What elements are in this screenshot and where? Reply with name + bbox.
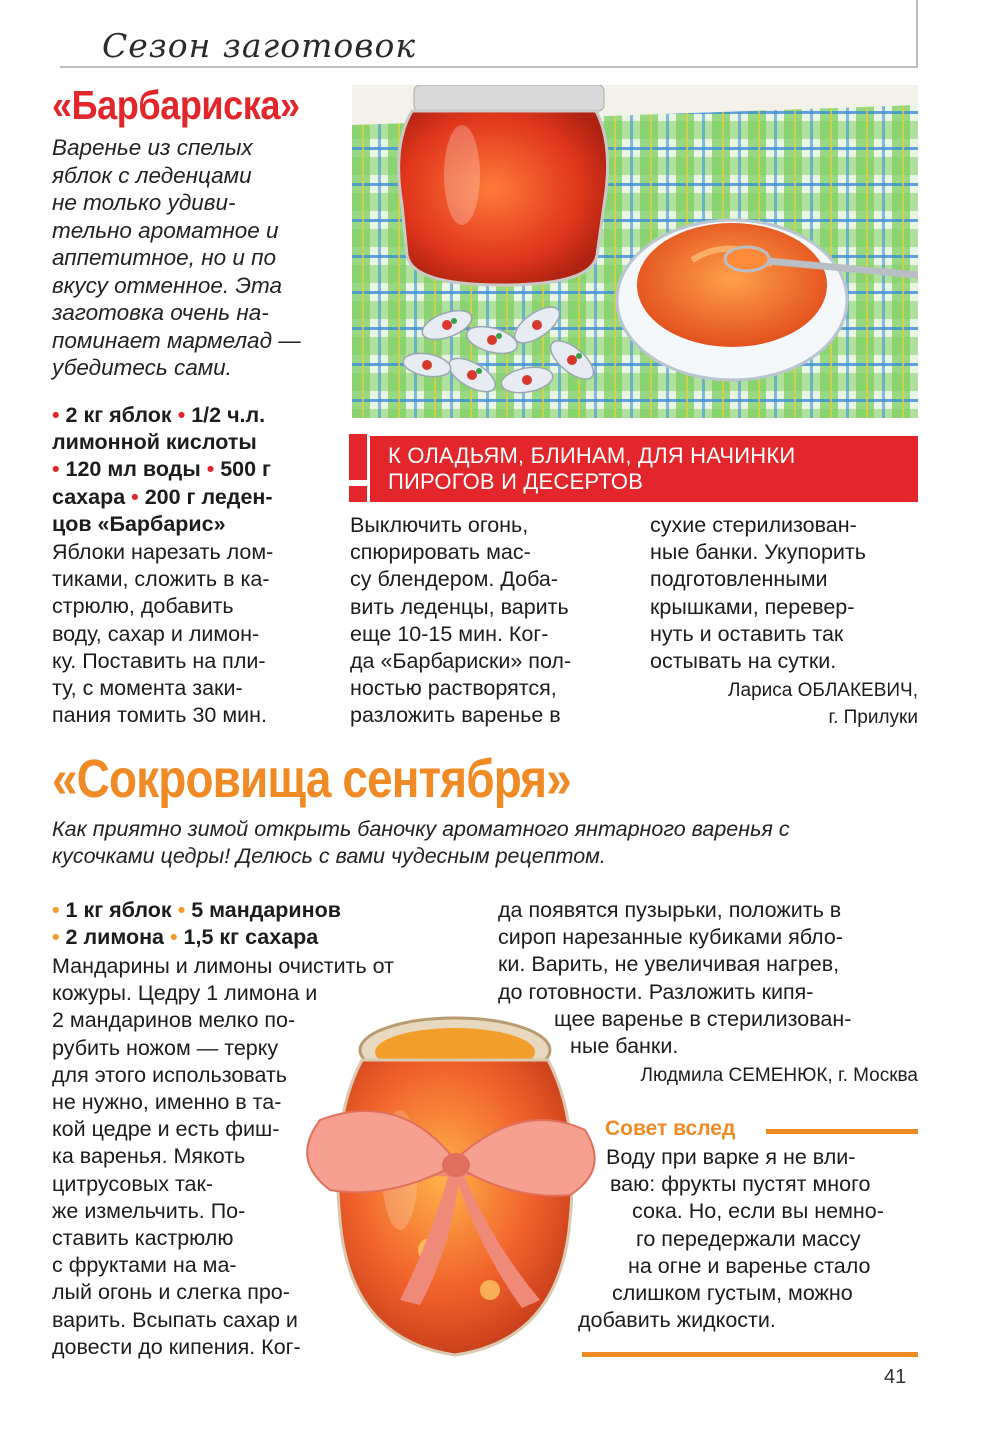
bullet-icon: • xyxy=(177,403,192,427)
intro-line: не только удиви- xyxy=(52,190,236,215)
tip-line: на огне и варенье стало xyxy=(628,1253,871,1278)
ingredient: 2 лимона xyxy=(65,925,165,950)
tip-line: сока. Но, если вы немно- xyxy=(632,1199,884,1224)
text-line: ка варенья. Мякоть xyxy=(52,1144,246,1169)
bottom-rule xyxy=(582,1352,918,1357)
ingredient: 1,5 кг сахара xyxy=(183,925,319,950)
tip-line: слишком густым, можно xyxy=(612,1281,853,1306)
serving-banner xyxy=(370,436,918,502)
ingredient-line: цов «Барбарис» xyxy=(52,511,226,536)
text-line: Выключить огонь, xyxy=(350,513,529,537)
author-city: г. Прилуки xyxy=(828,707,918,728)
intro-line: поминает мармелад — xyxy=(52,327,301,353)
recipe1-title: «Барбариска» xyxy=(52,82,300,128)
bullet-icon: • xyxy=(52,457,66,482)
text-line: подготовленными xyxy=(650,567,828,592)
intro-line: кусочками цедры! Делюсь с вами чудесным рецептом. xyxy=(52,844,606,868)
intro-line: аппетитное, но и по xyxy=(52,245,277,270)
intro-line: яблок с леденцами xyxy=(52,162,252,188)
text-line: кожуры. Цедру 1 лимона и xyxy=(52,981,318,1006)
text-line: до готовности. Разложить кипя- xyxy=(498,979,814,1004)
recipe1-steps-col2 xyxy=(350,512,650,730)
ingredient: 1/2 ч.л. xyxy=(191,403,266,427)
text-line: разложить варенье в xyxy=(350,703,561,728)
text-line: да появятся пузырьки, положить в xyxy=(498,898,842,922)
text-line: еще 10-15 мин. Ког- xyxy=(350,621,549,646)
text-line: стрюлю, добавить xyxy=(52,594,234,619)
jam-photo-illustration xyxy=(352,85,918,418)
text-line: сухие стерилизован- xyxy=(650,513,857,537)
recipe1-steps-col1 xyxy=(52,539,352,729)
recipe1-steps-col3 xyxy=(650,512,920,675)
jam-jar-photo xyxy=(352,85,918,418)
text-line: пания томить 30 мин. xyxy=(52,703,267,728)
text-line: лый огонь и слегка про- xyxy=(52,1280,290,1305)
text-line: не нужно, именно в та- xyxy=(52,1090,282,1115)
text-line: тиками, сложить в ка- xyxy=(52,567,270,592)
tip-line: го передержали массу xyxy=(636,1226,861,1251)
text-line: Мандарины и лимоны очистить от xyxy=(52,954,394,978)
text-line: 2 мандаринов мелко по- xyxy=(52,1008,296,1033)
ribbon-jar-photo xyxy=(290,1000,610,1380)
text-line: су блендером. Доба- xyxy=(350,567,559,592)
recipe1-intro xyxy=(52,134,302,382)
text-line: да «Барбариски» пол- xyxy=(350,649,572,674)
header-vertical-rule xyxy=(916,0,918,68)
ingredient: 5 мандаринов xyxy=(191,898,341,922)
text-line: варить. Всыпать сахар и xyxy=(52,1307,298,1332)
intro-line: Как приятно зимой открыть баночку ароматного янтарного варенья с xyxy=(52,817,790,841)
text-line: ставить кастрюлю xyxy=(52,1226,234,1251)
page-number: 41 xyxy=(884,1366,907,1388)
text-line: ку. Поставить на пли- xyxy=(52,648,266,673)
banner-line: К ОЛАДЬЯМ, БЛИНАМ, ДЛЯ НАЧИНКИ xyxy=(388,443,796,468)
intro-line: Варенье из спелых xyxy=(52,135,253,160)
text-line: Яблоки нарезать лом- xyxy=(52,540,274,564)
intro-line: вкусу отменное. Эта xyxy=(52,272,282,298)
header-rule xyxy=(60,66,918,68)
bullet-icon: • xyxy=(52,925,66,950)
text-line: ки. Варить, не увеличивая нагрев, xyxy=(498,952,840,977)
ingredient: 500 г xyxy=(220,457,272,482)
bullet-icon: • xyxy=(177,898,192,922)
text-line: ные банки. Укупорить xyxy=(650,540,866,565)
recipe2-title: «Сокровища сентября» xyxy=(52,749,571,809)
ingredient: 2 кг яблок xyxy=(65,403,172,427)
bullet-icon: • xyxy=(52,403,66,427)
ingredient-line xyxy=(52,402,352,429)
text-line: ные банки. xyxy=(570,1034,679,1059)
bullet-icon: • xyxy=(206,457,221,482)
intro-line: тельно ароматное и xyxy=(52,217,279,243)
tip-line: добавить жидкости. xyxy=(578,1308,776,1333)
bullet-icon: • xyxy=(52,898,66,922)
text-line: рубить ножом — терку xyxy=(52,1035,279,1060)
exclamation-icon xyxy=(346,434,370,504)
text-line: сироп нарезанные кубиками ябло- xyxy=(498,925,843,950)
tip-title: Совет вслед xyxy=(605,1117,736,1140)
intro-line: заготовка очень на- xyxy=(52,300,269,325)
author-name: Лариса ОБЛАКЕВИЧ, xyxy=(728,680,918,701)
text-line: крышками, перевер- xyxy=(650,594,855,619)
recipe2-ingredients xyxy=(52,897,341,951)
ingredient-line xyxy=(52,456,352,483)
text-line: же измельчить. По- xyxy=(52,1198,246,1223)
tip-line: Воду при варке я не вли- xyxy=(606,1145,856,1169)
text-line: с фруктами на ма- xyxy=(52,1253,237,1278)
bullet-icon: • xyxy=(131,484,145,509)
tip-rule xyxy=(766,1129,918,1134)
recipe1-ingredients xyxy=(52,402,352,538)
text-line: цитрусовых так- xyxy=(52,1171,214,1196)
ingredient-line xyxy=(52,484,352,511)
recipe2-intro xyxy=(52,816,922,870)
text-line: кой цедре и есть фиш- xyxy=(52,1117,280,1142)
bullet-icon: • xyxy=(170,925,184,950)
tip-body xyxy=(578,1144,918,1334)
tip-line: ваю: фрукты пустят много xyxy=(610,1172,871,1197)
text-line: нуть и оставить так xyxy=(650,621,844,646)
text-line: спюрировать мас- xyxy=(350,540,531,565)
text-line: щее варенье в стерилизован- xyxy=(554,1006,852,1031)
recipe1-author xyxy=(650,677,918,731)
intro-line: убедитесь сами. xyxy=(52,355,232,380)
banner-line: ПИРОГОВ И ДЕСЕРТОВ xyxy=(388,469,644,494)
section-title: Сезон заготовок xyxy=(102,26,417,65)
text-line: для этого использовать xyxy=(52,1062,287,1087)
text-line: остывать на сутки. xyxy=(650,649,837,674)
ingredient-line xyxy=(52,924,341,951)
text-line: довести до кипения. Ког- xyxy=(52,1334,301,1359)
ingredient: сахара xyxy=(52,484,126,509)
banner-text xyxy=(388,443,795,495)
text-line: ту, с момента заки- xyxy=(52,676,243,701)
ingredient: 1 кг яблок xyxy=(65,898,172,922)
text-line: воду, сахар и лимон- xyxy=(52,621,260,646)
recipe2-author: Людмила СЕМЕНЮК, г. Москва xyxy=(640,1065,918,1086)
ingredient: 200 г леден- xyxy=(144,484,273,509)
ribbon-jar-illustration xyxy=(290,1000,610,1380)
text-line: ностью растворятся, xyxy=(350,676,557,701)
ingredient: 120 мл воды xyxy=(65,457,201,482)
ingredient-line: лимонной кислоты xyxy=(52,430,257,455)
text-line: вить леденцы, варить xyxy=(350,594,569,619)
ingredient-line xyxy=(52,897,341,924)
